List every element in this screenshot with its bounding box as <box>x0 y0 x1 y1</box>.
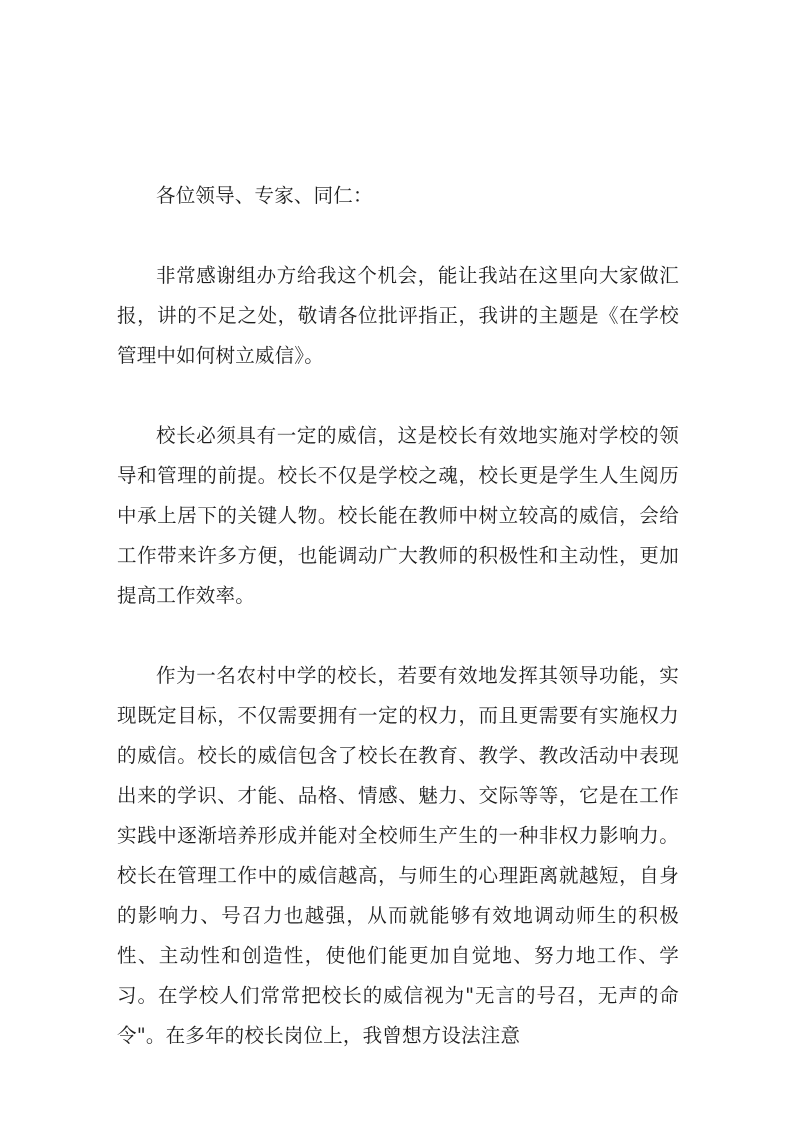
paragraph-opening-thanks: 非常感谢组办方给我这个机会，能让我站在这里向大家做汇报，讲的不足之处，敬请各位批评指正，我讲的主题是《在学校管理中如何树立威信》。 <box>117 264 679 367</box>
paragraph-salutation: 各位领导、专家、同仁： <box>156 184 373 207</box>
paragraph-principal-prestige-premise: 校长必须具有一定的威信，这是校长有效地实施对学校的领导和管理的前提。校长不仅是学校之魂，校长更是学生人生阅历中承上居下的关键人物。校长能在教师中树立较高的威信，会给工作带来许多方便，也能调动广大教师的积极性和主动性，更加提高工作效率。 <box>117 424 679 607</box>
paragraph-rural-school-principal: 作为一名农村中学的校长，若要有效地发挥其领导功能，实现既定目标，不仅需要拥有一定的权力，而且更需要有实施权力的威信。校长的威信包含了校长在教育、教学、教改活动中表现出来的学识、才能、品格、情感、魅力、交际等等，它是在工作实践中逐渐培养形成并能对全校师生产生的一种非权力影响力。校长在管理工作中的威信越高，与师生的心理距离就越短，自身的影响力、号召力也越强，从而就能够有效地调动师生的积极性、主动性和创造性，使他们能更加自觉地、努力地工作、学习。在学校人们常常把校长的威信视为"无言的号召，无声的命令"。在多年的校长岗位上，我曾想方设法注意 <box>117 664 679 1047</box>
document-text-body <box>117 176 679 1056</box>
